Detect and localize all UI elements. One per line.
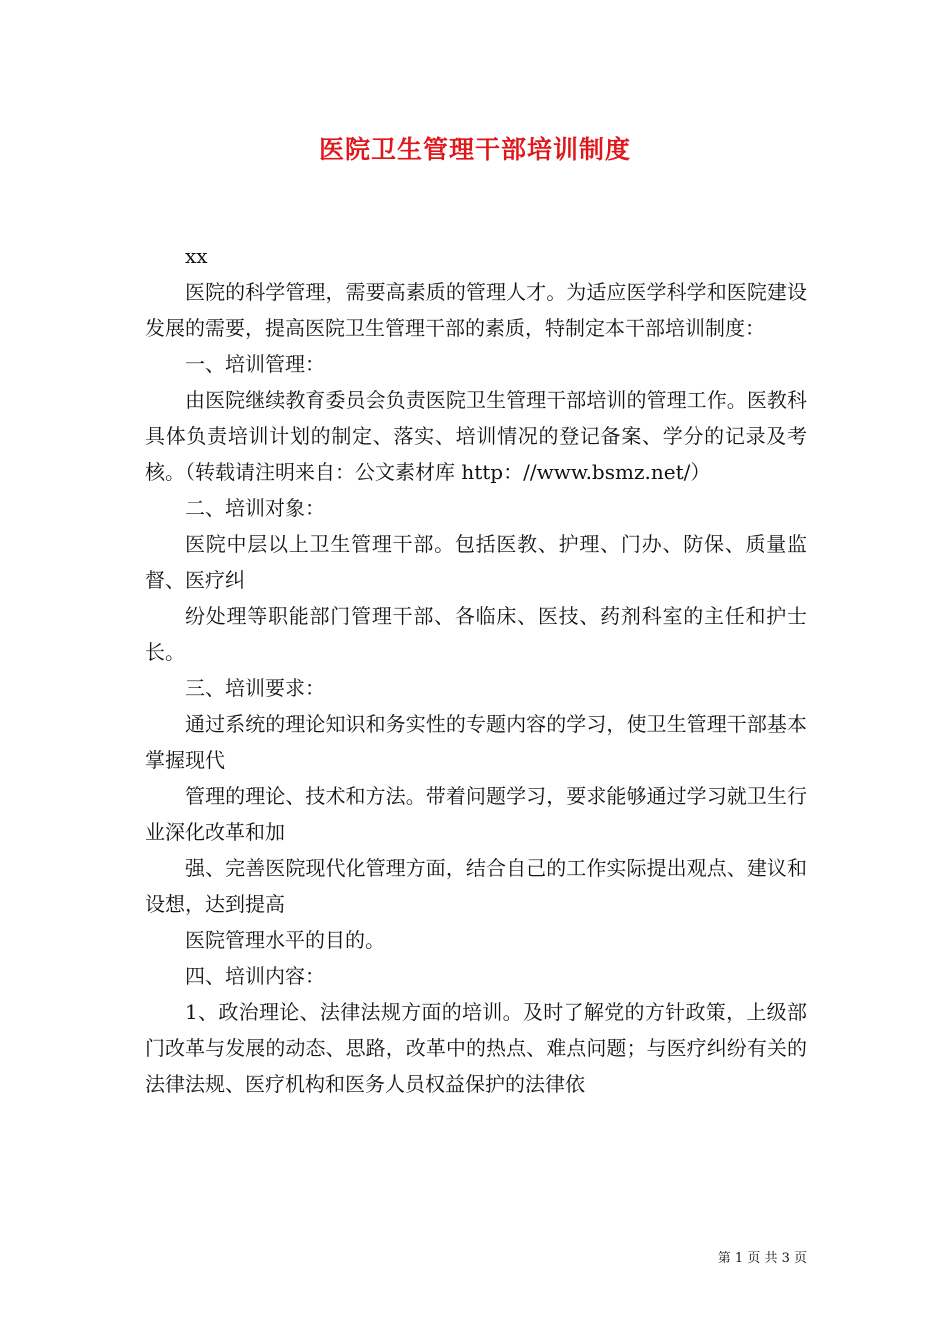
page-indicator: 第 1 页 共 3 页: [717, 1251, 807, 1266]
requirements-paragraph-2: 管理的理论、技术和方法。带着问题学习，要求能够通过学习就卫生行业深化改革和加: [145, 784, 807, 844]
intro-paragraph: 医院的科学管理，需要高素质的管理人才。为适应医学科学和医院建设发展的需要，提高医院卫生管理干部的素质，特制定本干部培训制度：: [145, 280, 807, 340]
requirements-paragraph-1: 通过系统的理论知识和务实性的专题内容的学习，使卫生管理干部基本掌握现代: [145, 712, 807, 772]
management-paragraph: 由医院继续教育委员会负责医院卫生管理干部培训的管理工作。医教科具体负责培训计划的制定、落实、培训情况的登记备案、学分的记录及考核。（转载请注明来自：公文素材库 http：//www.bsmz.net/）: [145, 388, 807, 484]
targets-paragraph-1: 医院中层以上卫生管理干部。包括医教、护理、门办、防保、质量监督、医疗纠: [145, 532, 807, 592]
content-paragraph-1: 1、政治理论、法律法规方面的培训。及时了解党的方针政策，上级部门改革与发展的动态、思路，改革中的热点、难点问题；与医疗纠纷有关的法律法规、医疗机构和医务人员权益保护的法律依: [145, 1000, 807, 1096]
section-heading-management: 一、培训管理：: [185, 352, 325, 376]
section-heading-content: 四、培训内容：: [185, 964, 325, 988]
document-title: 医院卫生管理干部培训制度: [318, 135, 631, 164]
requirements-paragraph-3: 强、完善医院现代化管理方面，结合自己的工作实际提出观点、建议和设想，达到提高: [145, 856, 807, 916]
requirements-paragraph-4: 医院管理水平的目的。: [185, 928, 385, 952]
section-heading-requirements: 三、培训要求：: [185, 676, 325, 700]
document-body: [145, 238, 807, 1102]
targets-paragraph-2: 纷处理等职能部门管理干部、各临床、医技、药剂科室的主任和护士长。: [145, 604, 807, 664]
section-heading-targets: 二、培训对象：: [185, 496, 325, 520]
author-line: xx: [185, 244, 208, 268]
